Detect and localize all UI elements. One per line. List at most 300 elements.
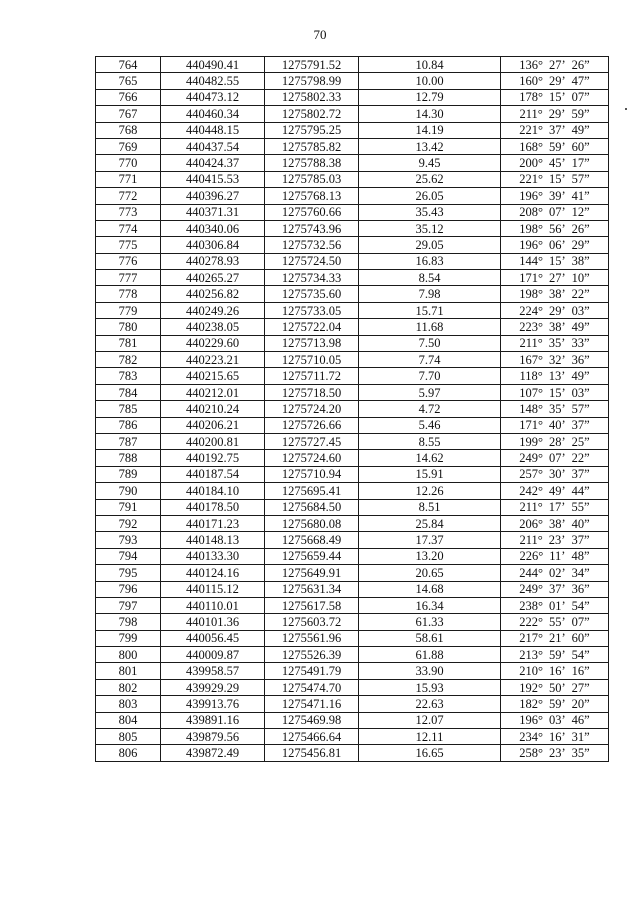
angle-seconds: 03” (571, 385, 590, 400)
distance-cell: 7.98 (359, 286, 501, 302)
angle-minutes: 23’ (549, 746, 566, 761)
angle-seconds: 33” (571, 336, 590, 351)
angle-seconds: 54” (571, 647, 590, 662)
angle-minutes: 16’ (549, 729, 566, 744)
y-coordinate-cell: 1275680.08 (265, 515, 359, 531)
distance-cell: 10.84 (359, 57, 501, 73)
angle-seconds: 60” (571, 139, 590, 154)
table-row (96, 548, 609, 564)
y-coordinate-cell: 1275768.13 (265, 188, 359, 204)
point-number-cell: 777 (96, 270, 161, 286)
angle-minutes: 23’ (548, 533, 566, 548)
direction-angle-cell (501, 614, 609, 630)
angle-degrees: 221° (519, 123, 543, 138)
table-row (96, 253, 609, 269)
angle-degrees: 171° (519, 418, 543, 433)
table-row (96, 138, 609, 154)
x-coordinate-cell: 440371.31 (161, 204, 265, 220)
x-coordinate-cell: 440056.45 (161, 630, 265, 646)
direction-angle-cell (501, 106, 609, 122)
angle-degrees: 226° (519, 549, 544, 564)
coordinates-table (95, 56, 609, 762)
angle-minutes: 56’ (549, 221, 566, 236)
distance-cell: 25.62 (359, 171, 501, 187)
point-number-cell: 767 (96, 106, 161, 122)
x-coordinate-cell: 440249.26 (161, 302, 265, 318)
x-coordinate-cell: 440187.54 (161, 466, 265, 482)
table-row (96, 581, 609, 597)
direction-angle-cell (501, 302, 609, 318)
angle-seconds: 59” (571, 106, 590, 121)
angle-degrees: 167° (519, 352, 543, 367)
distance-cell: 33.90 (359, 663, 501, 679)
point-number-cell: 796 (96, 581, 161, 597)
angle-seconds: 27” (571, 680, 590, 695)
angle-seconds: 03” (571, 303, 590, 318)
angle-seconds: 49” (571, 319, 590, 334)
point-number-cell: 774 (96, 220, 161, 236)
angle-minutes: 55’ (549, 614, 566, 629)
angle-minutes: 11’ (549, 549, 566, 564)
x-coordinate-cell: 440424.37 (161, 155, 265, 171)
angle-minutes: 45’ (549, 156, 566, 171)
y-coordinate-cell: 1275491.79 (265, 663, 359, 679)
y-coordinate-cell: 1275760.66 (265, 204, 359, 220)
distance-cell: 16.65 (359, 745, 501, 761)
point-number-cell: 780 (96, 319, 161, 335)
y-coordinate-cell: 1275466.64 (265, 729, 359, 745)
distance-cell: 35.43 (359, 204, 501, 220)
point-number-cell: 789 (96, 466, 161, 482)
angle-degrees: 244° (519, 565, 543, 580)
distance-cell: 7.50 (359, 335, 501, 351)
distance-cell: 22.63 (359, 696, 501, 712)
table-row (96, 597, 609, 613)
point-number-cell: 793 (96, 532, 161, 548)
y-coordinate-cell: 1275695.41 (265, 483, 359, 499)
angle-degrees: 224° (519, 303, 543, 318)
angle-degrees: 211° (519, 500, 543, 515)
angle-seconds: 47” (571, 74, 590, 89)
direction-angle-cell (501, 433, 609, 449)
direction-angle-cell (501, 384, 609, 400)
direction-angle-cell (501, 188, 609, 204)
table-row (96, 302, 609, 318)
x-coordinate-cell: 439891.16 (161, 712, 265, 728)
direction-angle-cell (501, 450, 609, 466)
table-row (96, 89, 609, 105)
angle-degrees: 222° (519, 614, 543, 629)
x-coordinate-cell: 440256.82 (161, 286, 265, 302)
angle-degrees: 200° (519, 156, 543, 171)
table-row (96, 565, 609, 581)
distance-cell: 61.33 (359, 614, 501, 630)
angle-seconds: 37” (571, 467, 590, 482)
direction-angle-cell (501, 548, 609, 564)
x-coordinate-cell: 440133.30 (161, 548, 265, 564)
direction-angle-cell (501, 712, 609, 728)
distance-cell: 13.42 (359, 138, 501, 154)
point-number-cell: 790 (96, 483, 161, 499)
distance-cell: 8.51 (359, 499, 501, 515)
table-row (96, 401, 609, 417)
distance-cell: 14.62 (359, 450, 501, 466)
direction-angle-cell (501, 220, 609, 236)
x-coordinate-cell: 440396.27 (161, 188, 265, 204)
angle-degrees: 182° (519, 696, 543, 711)
table-row (96, 663, 609, 679)
angle-degrees: 242° (519, 483, 543, 498)
table-row (96, 286, 609, 302)
point-number-cell: 773 (96, 204, 161, 220)
y-coordinate-cell: 1275734.33 (265, 270, 359, 286)
direction-angle-cell (501, 368, 609, 384)
y-coordinate-cell: 1275471.16 (265, 696, 359, 712)
x-coordinate-cell: 440215.65 (161, 368, 265, 384)
angle-degrees: 249° (519, 582, 543, 597)
angle-degrees: 196° (519, 188, 543, 203)
x-coordinate-cell: 440278.93 (161, 253, 265, 269)
table-row (96, 450, 609, 466)
table-row (96, 73, 609, 89)
angle-seconds: 10” (571, 270, 590, 285)
direction-angle-cell (501, 89, 609, 105)
y-coordinate-cell: 1275733.05 (265, 302, 359, 318)
angle-seconds: 57” (571, 172, 590, 187)
point-number-cell: 800 (96, 647, 161, 663)
point-number-cell: 791 (96, 499, 161, 515)
angle-seconds: 20” (571, 696, 590, 711)
angle-seconds: 38” (571, 254, 590, 269)
y-coordinate-cell: 1275711.72 (265, 368, 359, 384)
point-number-cell: 770 (96, 155, 161, 171)
angle-seconds: 37” (571, 418, 590, 433)
table-row (96, 319, 609, 335)
y-coordinate-cell: 1275469.98 (265, 712, 359, 728)
table-row (96, 696, 609, 712)
direction-angle-cell (501, 122, 609, 138)
angle-minutes: 37’ (549, 123, 566, 138)
angle-minutes: 15’ (549, 90, 566, 105)
distance-cell: 8.54 (359, 270, 501, 286)
angle-degrees: 178° (519, 90, 543, 105)
direction-angle-cell (501, 532, 609, 548)
x-coordinate-cell: 440210.24 (161, 401, 265, 417)
angle-seconds: 60” (571, 631, 590, 646)
point-number-cell: 779 (96, 302, 161, 318)
angle-seconds: 46” (571, 713, 590, 728)
x-coordinate-cell: 440460.34 (161, 106, 265, 122)
x-coordinate-cell: 440212.01 (161, 384, 265, 400)
y-coordinate-cell: 1275724.60 (265, 450, 359, 466)
y-coordinate-cell: 1275785.03 (265, 171, 359, 187)
point-number-cell: 804 (96, 712, 161, 728)
distance-cell: 12.79 (359, 89, 501, 105)
distance-cell: 25.84 (359, 515, 501, 531)
table-row (96, 499, 609, 515)
angle-seconds: 22” (571, 287, 590, 302)
distance-cell: 4.72 (359, 401, 501, 417)
distance-cell: 26.05 (359, 188, 501, 204)
angle-degrees: 198° (519, 221, 543, 236)
angle-degrees: 160° (519, 74, 543, 89)
direction-angle-cell (501, 663, 609, 679)
distance-cell: 35.12 (359, 220, 501, 236)
angle-minutes: 15’ (549, 172, 566, 187)
angle-minutes: 59’ (549, 696, 566, 711)
angle-seconds: 55” (571, 500, 590, 515)
direction-angle-cell (501, 401, 609, 417)
angle-seconds: 26” (571, 221, 590, 236)
angle-minutes: 17’ (548, 500, 566, 515)
distance-cell: 14.30 (359, 106, 501, 122)
y-coordinate-cell: 1275617.58 (265, 597, 359, 613)
x-coordinate-cell: 440340.06 (161, 220, 265, 236)
x-coordinate-cell: 440448.15 (161, 122, 265, 138)
distance-cell: 14.19 (359, 122, 501, 138)
table-row (96, 729, 609, 745)
distance-cell: 20.65 (359, 565, 501, 581)
direction-angle-cell (501, 73, 609, 89)
distance-cell: 15.71 (359, 302, 501, 318)
table-row (96, 712, 609, 728)
table-row (96, 155, 609, 171)
angle-degrees: 118° (519, 369, 543, 384)
y-coordinate-cell: 1275724.50 (265, 253, 359, 269)
direction-angle-cell (501, 515, 609, 531)
angle-seconds: 36” (571, 582, 590, 597)
angle-minutes: 32’ (549, 352, 566, 367)
angle-degrees: 211° (519, 106, 543, 121)
distance-cell: 29.05 (359, 237, 501, 253)
angle-minutes: 15’ (549, 254, 566, 269)
coordinates-table-body (96, 57, 609, 762)
angle-seconds: 35” (571, 746, 590, 761)
point-number-cell: 803 (96, 696, 161, 712)
angle-minutes: 35’ (549, 401, 566, 416)
y-coordinate-cell: 1275649.91 (265, 565, 359, 581)
x-coordinate-cell: 440306.84 (161, 237, 265, 253)
y-coordinate-cell: 1275722.04 (265, 319, 359, 335)
angle-degrees: 258° (519, 746, 543, 761)
angle-seconds: 40” (571, 516, 590, 531)
distance-cell: 61.88 (359, 647, 501, 663)
page-number: 70 (313, 27, 327, 42)
angle-minutes: 28’ (549, 434, 566, 449)
angle-minutes: 49’ (549, 483, 566, 498)
angle-seconds: 29” (571, 237, 590, 252)
distance-cell: 16.34 (359, 597, 501, 613)
distance-cell: 7.70 (359, 368, 501, 384)
direction-angle-cell (501, 597, 609, 613)
angle-seconds: 17” (571, 156, 590, 171)
point-number-cell: 783 (96, 368, 161, 384)
angle-degrees: 196° (519, 237, 543, 252)
angle-minutes: 15’ (549, 385, 566, 400)
angle-minutes: 38’ (549, 287, 566, 302)
angle-seconds: 31” (571, 729, 590, 744)
x-coordinate-cell: 440437.54 (161, 138, 265, 154)
x-coordinate-cell: 439958.57 (161, 663, 265, 679)
y-coordinate-cell: 1275791.52 (265, 57, 359, 73)
x-coordinate-cell: 440473.12 (161, 89, 265, 105)
y-coordinate-cell: 1275684.50 (265, 499, 359, 515)
angle-minutes: 29’ (548, 106, 566, 121)
angle-degrees: 198° (519, 287, 543, 302)
y-coordinate-cell: 1275726.66 (265, 417, 359, 433)
y-coordinate-cell: 1275713.98 (265, 335, 359, 351)
point-number-cell: 766 (96, 89, 161, 105)
point-number-cell: 764 (96, 57, 161, 73)
point-number-cell: 787 (96, 433, 161, 449)
point-number-cell: 778 (96, 286, 161, 302)
x-coordinate-cell: 440229.60 (161, 335, 265, 351)
direction-angle-cell (501, 335, 609, 351)
point-number-cell: 772 (96, 188, 161, 204)
y-coordinate-cell: 1275631.34 (265, 581, 359, 597)
point-number-cell: 776 (96, 253, 161, 269)
angle-degrees: 144° (519, 254, 543, 269)
angle-seconds: 25” (571, 434, 590, 449)
angle-degrees: 168° (519, 139, 543, 154)
y-coordinate-cell: 1275802.72 (265, 106, 359, 122)
x-coordinate-cell: 440223.21 (161, 352, 265, 368)
table-row (96, 57, 609, 73)
x-coordinate-cell: 440265.27 (161, 270, 265, 286)
angle-degrees: 217° (519, 631, 543, 646)
distance-cell: 17.37 (359, 532, 501, 548)
distance-cell: 5.46 (359, 417, 501, 433)
angle-minutes: 21’ (549, 631, 566, 646)
point-number-cell: 806 (96, 745, 161, 761)
y-coordinate-cell: 1275668.49 (265, 532, 359, 548)
x-coordinate-cell: 440178.50 (161, 499, 265, 515)
x-coordinate-cell: 440115.12 (161, 581, 265, 597)
angle-minutes: 07’ (549, 451, 566, 466)
point-number-cell: 769 (96, 138, 161, 154)
direction-angle-cell (501, 204, 609, 220)
y-coordinate-cell: 1275659.44 (265, 548, 359, 564)
table-row (96, 483, 609, 499)
table-row (96, 368, 609, 384)
point-number-cell: 785 (96, 401, 161, 417)
x-coordinate-cell: 440124.16 (161, 565, 265, 581)
x-coordinate-cell: 440490.41 (161, 57, 265, 73)
y-coordinate-cell: 1275798.99 (265, 73, 359, 89)
table-row (96, 188, 609, 204)
direction-angle-cell (501, 647, 609, 663)
point-number-cell: 795 (96, 565, 161, 581)
point-number-cell: 792 (96, 515, 161, 531)
angle-seconds: 54” (571, 598, 590, 613)
point-number-cell: 771 (96, 171, 161, 187)
table-row (96, 417, 609, 433)
point-number-cell: 794 (96, 548, 161, 564)
x-coordinate-cell: 440200.81 (161, 433, 265, 449)
angle-minutes: 02’ (549, 565, 566, 580)
direction-angle-cell (501, 155, 609, 171)
x-coordinate-cell: 440192.75 (161, 450, 265, 466)
angle-seconds: 57” (571, 401, 590, 416)
angle-minutes: 59’ (549, 647, 566, 662)
angle-minutes: 27’ (549, 270, 566, 285)
direction-angle-cell (501, 352, 609, 368)
angle-seconds: 26” (571, 57, 590, 72)
y-coordinate-cell: 1275710.05 (265, 352, 359, 368)
y-coordinate-cell: 1275802.33 (265, 89, 359, 105)
y-coordinate-cell: 1275724.20 (265, 401, 359, 417)
distance-cell: 8.55 (359, 433, 501, 449)
point-number-cell: 801 (96, 663, 161, 679)
table-row (96, 204, 609, 220)
point-number-cell: 786 (96, 417, 161, 433)
angle-seconds: 41” (571, 188, 590, 203)
point-number-cell: 768 (96, 122, 161, 138)
x-coordinate-cell: 440148.13 (161, 532, 265, 548)
direction-angle-cell (501, 270, 609, 286)
table-row (96, 335, 609, 351)
direction-angle-cell (501, 581, 609, 597)
distance-cell: 58.61 (359, 630, 501, 646)
x-coordinate-cell: 439879.56 (161, 729, 265, 745)
angle-seconds: 49” (571, 123, 590, 138)
angle-minutes: 38’ (549, 516, 566, 531)
angle-degrees: 234° (519, 729, 543, 744)
distance-cell: 14.68 (359, 581, 501, 597)
x-coordinate-cell: 440110.01 (161, 597, 265, 613)
angle-degrees: 148° (519, 401, 543, 416)
y-coordinate-cell: 1275732.56 (265, 237, 359, 253)
table-row (96, 630, 609, 646)
x-coordinate-cell: 439913.76 (161, 696, 265, 712)
table-row (96, 745, 609, 761)
angle-degrees: 171° (519, 270, 543, 285)
table-row (96, 384, 609, 400)
angle-degrees: 221° (519, 172, 543, 187)
distance-cell: 15.91 (359, 466, 501, 482)
distance-cell: 7.74 (359, 352, 501, 368)
angle-seconds: 49” (571, 369, 590, 384)
angle-seconds: 34” (571, 565, 590, 580)
point-number-cell: 799 (96, 630, 161, 646)
angle-degrees: 136° (519, 57, 543, 72)
direction-angle-cell (501, 319, 609, 335)
point-number-cell: 784 (96, 384, 161, 400)
angle-minutes: 50’ (549, 680, 566, 695)
distance-cell: 12.26 (359, 483, 501, 499)
angle-minutes: 35’ (548, 336, 566, 351)
table-row (96, 237, 609, 253)
distance-cell: 13.20 (359, 548, 501, 564)
angle-minutes: 39’ (549, 188, 566, 203)
angle-minutes: 29’ (549, 303, 566, 318)
angle-minutes: 13’ (548, 369, 566, 384)
angle-seconds: 07” (571, 614, 590, 629)
angle-minutes: 27’ (549, 57, 566, 72)
angle-degrees: 238° (519, 598, 543, 613)
direction-angle-cell (501, 696, 609, 712)
scan-speck (625, 108, 627, 110)
angle-seconds: 36” (571, 352, 590, 367)
x-coordinate-cell: 440171.23 (161, 515, 265, 531)
y-coordinate-cell: 1275727.45 (265, 433, 359, 449)
angle-degrees: 249° (519, 451, 543, 466)
table-row (96, 532, 609, 548)
direction-angle-cell (501, 171, 609, 187)
angle-seconds: 37” (571, 533, 590, 548)
angle-minutes: 59’ (549, 139, 566, 154)
x-coordinate-cell: 440482.55 (161, 73, 265, 89)
